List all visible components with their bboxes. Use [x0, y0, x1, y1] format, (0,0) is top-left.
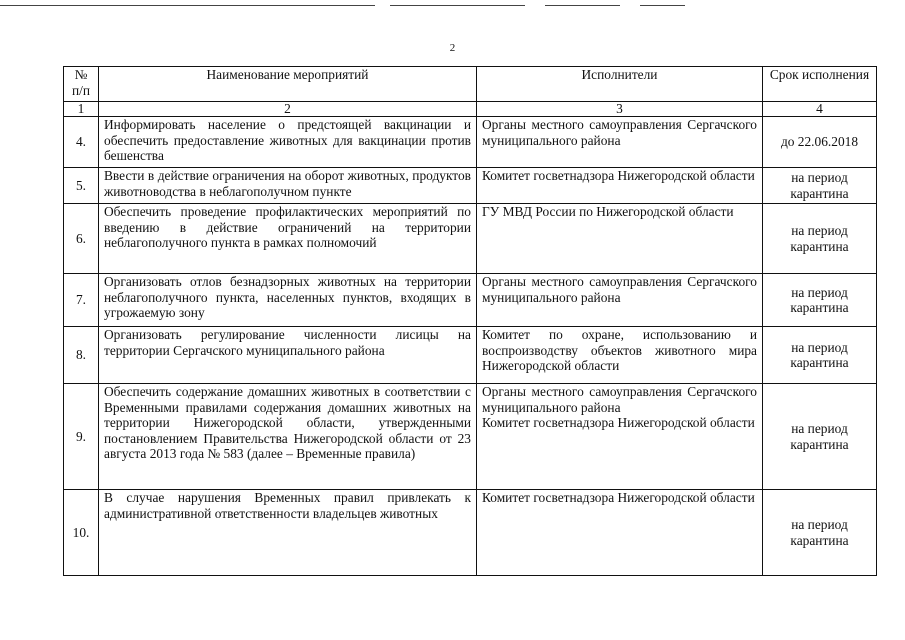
measure-executors: ГУ МВД России по Нижегородской области — [477, 204, 763, 274]
measure-deadline: на период карантина — [763, 490, 877, 576]
executors-line: Органы местного самоуправления Сергачского муниципального района — [482, 384, 757, 415]
table-row — [64, 204, 877, 274]
header-deadline: Срок исполнения — [763, 67, 877, 102]
measure-name: Ввести в действие ограничения на оборот животных, продуктов животноводства в неблагополучном пункте — [99, 168, 477, 204]
row-number: 10. — [64, 490, 99, 576]
row-number: 6. — [64, 204, 99, 274]
measure-deadline: на период карантина — [763, 168, 877, 204]
page-number: 2 — [449, 42, 456, 54]
table-row — [64, 384, 877, 490]
measure-name: В случае нарушения Временных правил привлекать к административной ответственности владельцев животных — [99, 490, 477, 576]
index-row — [64, 102, 877, 117]
executors-line: Комитет госветнадзора Нижегородской области — [482, 415, 755, 430]
index-cell: 4 — [763, 102, 877, 117]
measure-name: Обеспечить содержание домашних животных в соответствии с Временными правилами содержания домашних животных на территории Нижегородской области, утвержденными постановлением Правительства Нижегородской области от 23 августа 2013 года № 583 (далее – Временные правила) — [99, 384, 477, 490]
index-cell: 2 — [99, 102, 477, 117]
table-row — [64, 168, 877, 204]
table-row — [64, 274, 877, 327]
scan-edge-line — [0, 5, 375, 6]
row-number: 5. — [64, 168, 99, 204]
measure-executors: Комитет по охране, использованию и воспроизводству объектов животного мира Нижегородской области — [477, 327, 763, 384]
measure-executors — [477, 384, 763, 490]
row-number: 9. — [64, 384, 99, 490]
measure-deadline: до 22.06.2018 — [763, 117, 877, 168]
measure-executors: Органы местного самоуправления Сергачского муниципального района — [477, 117, 763, 168]
index-cell: 3 — [477, 102, 763, 117]
measure-name: Организовать регулирование численности лисицы на территории Сергачского муниципального района — [99, 327, 477, 384]
measures-table — [63, 66, 877, 576]
scan-edge-line — [640, 5, 685, 6]
table-row — [64, 490, 877, 576]
header-name: Наименование мероприятий — [99, 67, 477, 102]
scan-edge-line — [390, 5, 525, 6]
measure-executors: Комитет госветнадзора Нижегородской области — [477, 490, 763, 576]
table-row — [64, 117, 877, 168]
measure-executors: Комитет госветнадзора Нижегородской области — [477, 168, 763, 204]
header-num: № п/п — [64, 67, 99, 102]
row-number: 8. — [64, 327, 99, 384]
measure-deadline: на период карантина — [763, 384, 877, 490]
row-number: 4. — [64, 117, 99, 168]
row-number: 7. — [64, 274, 99, 327]
header-executors: Исполнители — [477, 67, 763, 102]
measure-deadline: на период карантина — [763, 274, 877, 327]
measure-name: Организовать отлов безнадзорных животных на территории неблагополучного пункта, населенных пунктов, входящих в угрожаемую зону — [99, 274, 477, 327]
measure-name: Информировать население о предстоящей вакцинации и обеспечить предоставление животных для вакцинации против бешенства — [99, 117, 477, 168]
measure-name: Обеспечить проведение профилактических мероприятий по введению в действие ограничений на территории неблагополучного пункта в рамках полномочий — [99, 204, 477, 274]
measure-deadline: на период карантина — [763, 327, 877, 384]
measure-deadline: на период карантина — [763, 204, 877, 274]
measure-executors: Органы местного самоуправления Сергачского муниципального района — [477, 274, 763, 327]
index-cell: 1 — [64, 102, 99, 117]
header-row — [64, 67, 877, 102]
scan-edge-line — [545, 5, 620, 6]
table-row — [64, 327, 877, 384]
